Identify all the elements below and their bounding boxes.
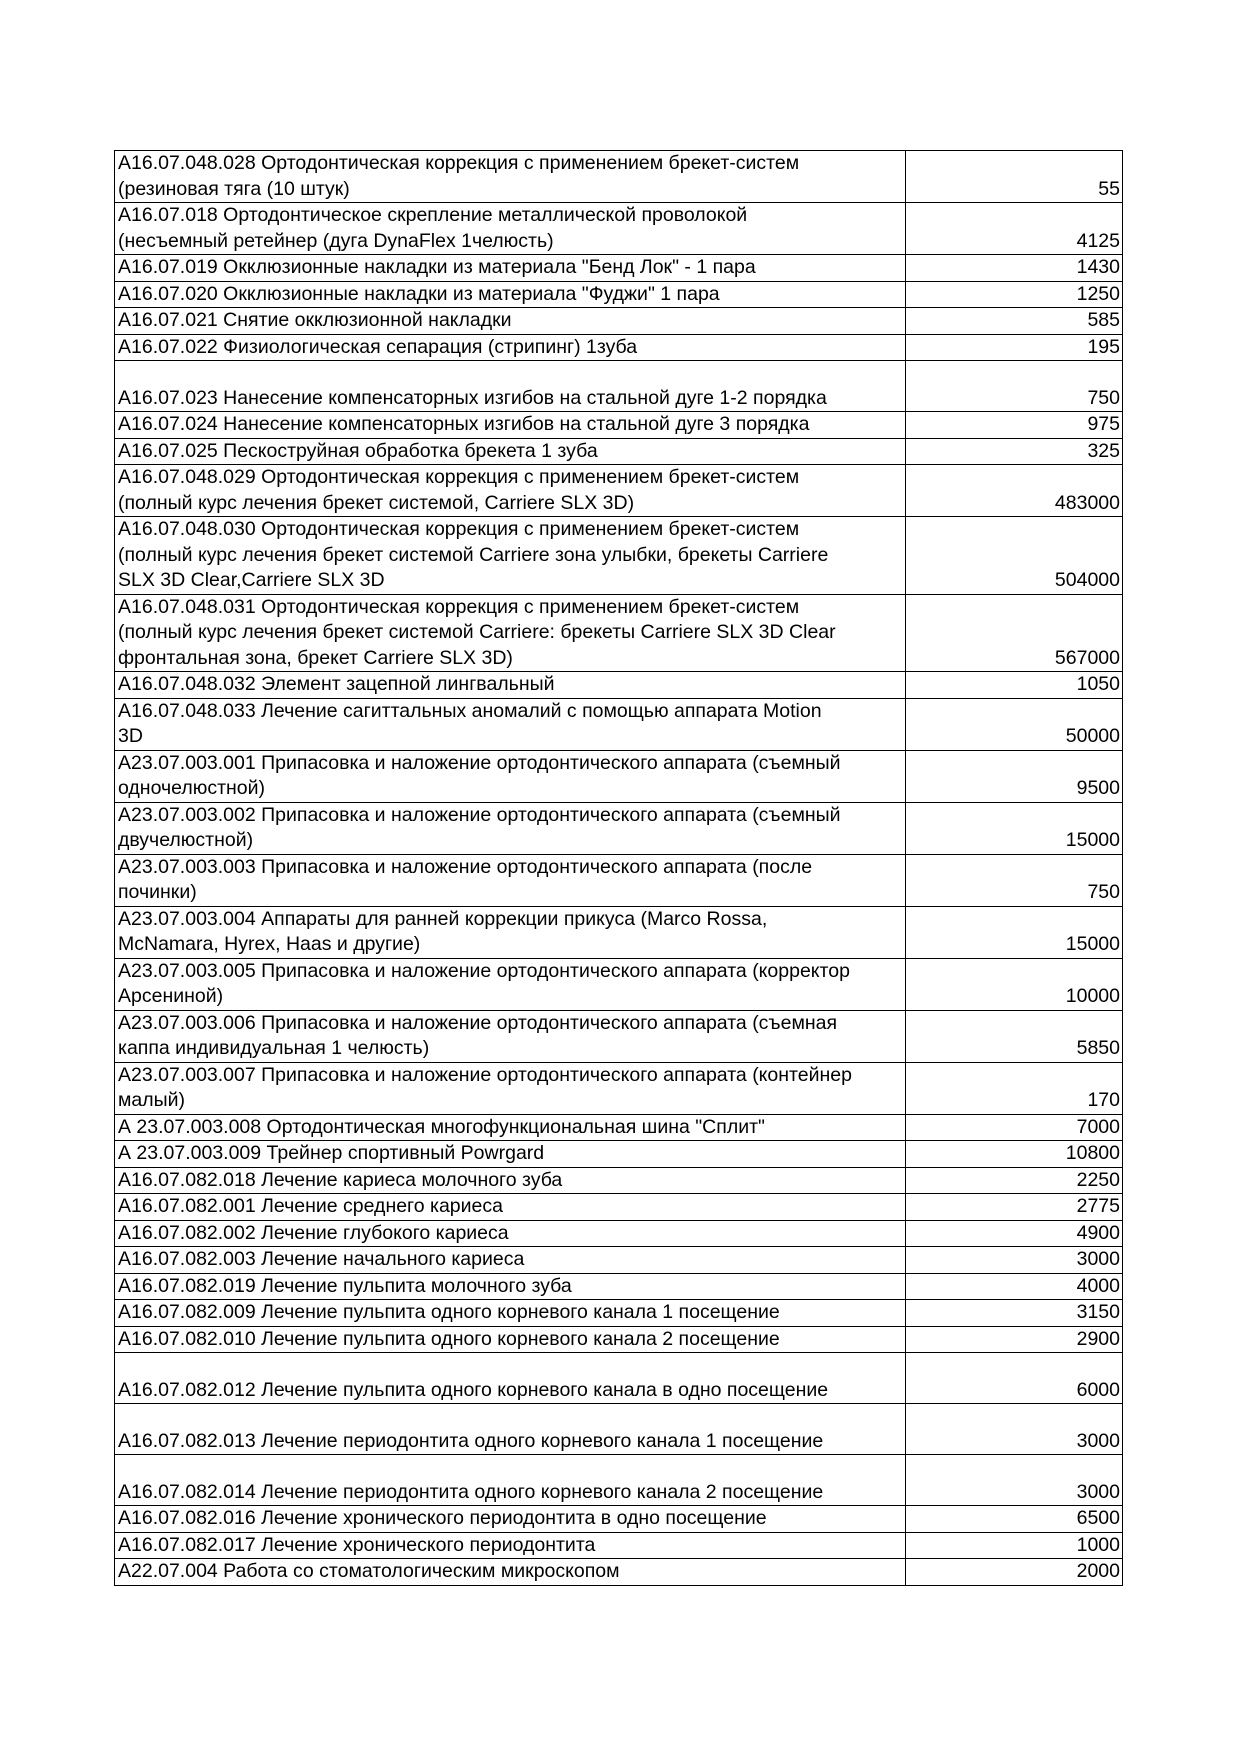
table-row <box>115 1194 1123 1221</box>
service-price: 2775 <box>906 1194 1123 1221</box>
table-row <box>115 1114 1123 1141</box>
service-description: A16.07.082.003 Лечение начального кариеса <box>115 1247 906 1274</box>
service-price: 15000 <box>906 802 1123 854</box>
service-price: 483000 <box>906 465 1123 517</box>
service-price: 50000 <box>906 698 1123 750</box>
service-description: A16.07.022 Физиологическая сепарация (стрипинг) 1зуба <box>115 334 906 361</box>
table-row <box>115 1300 1123 1327</box>
service-price: 3000 <box>906 1404 1123 1455</box>
service-price: 2250 <box>906 1167 1123 1194</box>
service-description: A23.07.003.002 Припасовка и наложение ортодонтического аппарата (съемный двучелюстной) <box>115 802 906 854</box>
service-price: 4000 <box>906 1273 1123 1300</box>
service-price: 1250 <box>906 281 1123 308</box>
service-description: A16.07.082.013 Лечение периодонтита одного корневого канала 1 посещение <box>115 1404 906 1455</box>
service-price: 10000 <box>906 958 1123 1010</box>
table-row <box>115 1532 1123 1559</box>
service-price: 585 <box>906 308 1123 335</box>
service-price: 5850 <box>906 1010 1123 1062</box>
table-row <box>115 1326 1123 1353</box>
table-row <box>115 412 1123 439</box>
service-description: A16.07.082.017 Лечение хронического периодонтита <box>115 1532 906 1559</box>
service-description: A23.07.003.004 Аппараты для ранней коррекции прикуса (Marco Rossa, McNamara, Hyrex, Haas и другие) <box>115 906 906 958</box>
table-row <box>115 281 1123 308</box>
table-row <box>115 1506 1123 1533</box>
service-description: A23.07.003.001 Припасовка и наложение ортодонтического аппарата (съемный одночелюстной) <box>115 750 906 802</box>
table-row <box>115 750 1123 802</box>
service-price: 6500 <box>906 1506 1123 1533</box>
price-list-body <box>115 151 1123 1586</box>
service-price: 750 <box>906 854 1123 906</box>
table-row <box>115 438 1123 465</box>
table-row <box>115 1273 1123 1300</box>
table-row <box>115 1559 1123 1586</box>
table-row <box>115 1010 1123 1062</box>
service-price: 975 <box>906 412 1123 439</box>
service-description: A16.07.082.010 Лечение пульпита одного корневого канала 2 посещение <box>115 1326 906 1353</box>
service-description: A16.07.020 Окклюзионные накладки из материала "Фуджи" 1 пара <box>115 281 906 308</box>
service-description: A23.07.003.007 Припасовка и наложение ортодонтического аппарата (контейнер малый) <box>115 1062 906 1114</box>
service-price: 2000 <box>906 1559 1123 1586</box>
table-row <box>115 854 1123 906</box>
service-description: A16.07.082.014 Лечение периодонтита одного корневого канала 2 посещение <box>115 1455 906 1506</box>
service-description: A16.07.024 Нанесение компенсаторных изгибов на стальной дуге 3 порядка <box>115 412 906 439</box>
service-price: 15000 <box>906 906 1123 958</box>
service-price: 2900 <box>906 1326 1123 1353</box>
service-description: A16.07.018 Ортодонтическое скрепление металлической проволокой (несъемный ретейнер (дуга DynaFlex 1челюсть) <box>115 203 906 255</box>
service-description: A16.07.025 Пескоструйная обработка брекета 1 зуба <box>115 438 906 465</box>
table-row <box>115 1167 1123 1194</box>
table-row <box>115 1455 1123 1506</box>
table-row <box>115 1220 1123 1247</box>
table-row <box>115 1353 1123 1404</box>
service-price: 1050 <box>906 672 1123 699</box>
service-price: 3150 <box>906 1300 1123 1327</box>
service-price: 55 <box>906 151 1123 203</box>
service-price: 170 <box>906 1062 1123 1114</box>
service-description: A16.07.023 Нанесение компенсаторных изгибов на стальной дуге 1-2 порядка <box>115 361 906 412</box>
service-description: A22.07.004 Работа со стоматологическим микроскопом <box>115 1559 906 1586</box>
table-row <box>115 1404 1123 1455</box>
service-description: A16.07.082.001 Лечение среднего кариеса <box>115 1194 906 1221</box>
service-price: 3000 <box>906 1455 1123 1506</box>
service-price: 195 <box>906 334 1123 361</box>
service-price: 567000 <box>906 594 1123 672</box>
table-row <box>115 465 1123 517</box>
table-row <box>115 672 1123 699</box>
service-description: A16.07.048.029 Ортодонтическая коррекция с применением брекет-систем (полный курс лечения брекет системой, Carriere SLX 3D) <box>115 465 906 517</box>
table-row <box>115 203 1123 255</box>
service-description: A16.07.048.031 Ортодонтическая коррекция с применением брекет-систем (полный курс лечения брекет системой Carriere: брекеты Carriere SLX 3D Clear фронтальная зона, брекет Carriere SLX 3D) <box>115 594 906 672</box>
table-row <box>115 1062 1123 1114</box>
service-description: A23.07.003.003 Припасовка и наложение ортодонтического аппарата (после починки) <box>115 854 906 906</box>
service-description: A16.07.048.028 Ортодонтическая коррекция с применением брекет-систем (резиновая тяга (10 штук) <box>115 151 906 203</box>
table-row <box>115 1141 1123 1168</box>
service-price: 325 <box>906 438 1123 465</box>
service-description: A16.07.082.009 Лечение пульпита одного корневого канала 1 посещение <box>115 1300 906 1327</box>
service-description: A16.07.082.002 Лечение глубокого кариеса <box>115 1220 906 1247</box>
service-price: 6000 <box>906 1353 1123 1404</box>
service-price: 1000 <box>906 1532 1123 1559</box>
table-row <box>115 594 1123 672</box>
service-description: A16.07.082.018 Лечение кариеса молочного зуба <box>115 1167 906 1194</box>
service-price: 3000 <box>906 1247 1123 1274</box>
service-price: 7000 <box>906 1114 1123 1141</box>
service-price: 9500 <box>906 750 1123 802</box>
service-description: A23.07.003.005 Припасовка и наложение ортодонтического аппарата (корректор Арсениной) <box>115 958 906 1010</box>
table-row <box>115 255 1123 282</box>
table-row <box>115 308 1123 335</box>
service-price: 504000 <box>906 517 1123 595</box>
table-row <box>115 698 1123 750</box>
service-price: 750 <box>906 361 1123 412</box>
table-row <box>115 361 1123 412</box>
table-row <box>115 958 1123 1010</box>
service-price: 1430 <box>906 255 1123 282</box>
service-price: 10800 <box>906 1141 1123 1168</box>
service-description: A23.07.003.006 Припасовка и наложение ортодонтического аппарата (съемная каппа индивидуальная 1 челюсть) <box>115 1010 906 1062</box>
price-list-table <box>114 150 1123 1586</box>
table-row <box>115 517 1123 595</box>
service-description: A16.07.019 Окклюзионные накладки из материала "Бенд Лок" - 1 пара <box>115 255 906 282</box>
service-description: A16.07.021 Снятие окклюзионной накладки <box>115 308 906 335</box>
service-price: 4125 <box>906 203 1123 255</box>
service-description: А 23.07.003.008 Ортодонтическая многофункциональная шина "Сплит" <box>115 1114 906 1141</box>
table-row <box>115 1247 1123 1274</box>
service-description: A16.07.082.016 Лечение хронического периодонтита в одно посещение <box>115 1506 906 1533</box>
service-description: А 23.07.003.009 Трейнер спортивный Powrgard <box>115 1141 906 1168</box>
service-description: A16.07.048.033 Лечение сагиттальных аномалий с помощью аппарата Motion 3D <box>115 698 906 750</box>
service-description: A16.07.082.012 Лечение пульпита одного корневого канала в одно посещение <box>115 1353 906 1404</box>
table-row <box>115 906 1123 958</box>
service-description: A16.07.082.019 Лечение пульпита молочного зуба <box>115 1273 906 1300</box>
table-row <box>115 802 1123 854</box>
service-description: A16.07.048.032 Элемент зацепной лингвальный <box>115 672 906 699</box>
service-price: 4900 <box>906 1220 1123 1247</box>
table-row <box>115 151 1123 203</box>
table-row <box>115 334 1123 361</box>
service-description: A16.07.048.030 Ортодонтическая коррекция с применением брекет-систем (полный курс лечения брекет системой Carriere зона улыбки, брекеты Carriere SLX 3D Clear,Carriere SLX 3D <box>115 517 906 595</box>
